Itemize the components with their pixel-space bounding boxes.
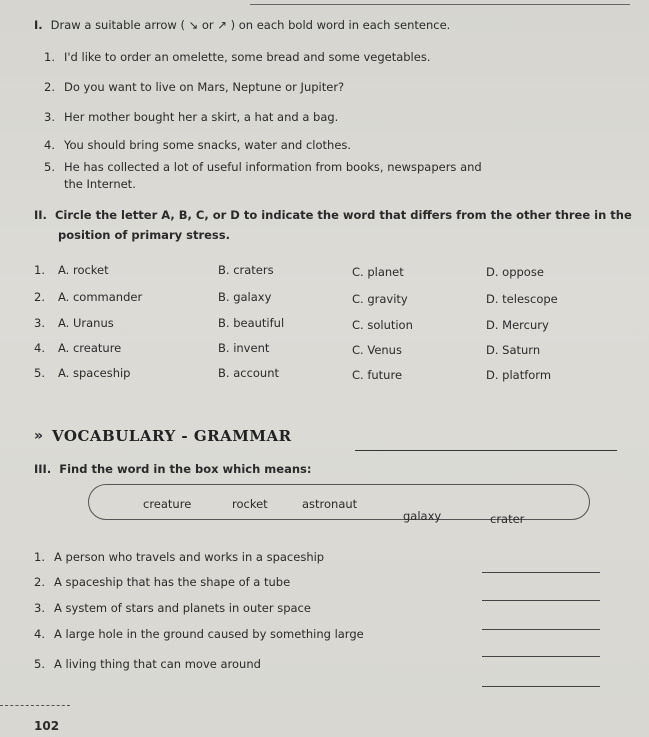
answer-line-2[interactable]	[482, 600, 600, 601]
s1-item-number: 4.	[44, 138, 55, 152]
s1-item-text: He has collected a lot of useful information from books, newspapers and	[64, 160, 482, 174]
s1-item-5	[44, 160, 482, 174]
s2-q1-option-b[interactable]: B. craters	[218, 263, 274, 277]
s3-item-text: A person who travels and works in a spaceship	[54, 550, 325, 564]
box-word-galaxy: galaxy	[403, 509, 442, 523]
box-word-astronaut: astronaut	[302, 497, 358, 511]
section2-numeral: II.	[34, 208, 47, 222]
s1-item-text: You should bring some snacks, water and clothes.	[64, 138, 352, 152]
answer-line-3[interactable]	[482, 629, 600, 630]
box-word-rocket: rocket	[232, 497, 268, 511]
box-word-creature: creature	[143, 497, 192, 511]
s2-q5-option-c[interactable]: C. future	[352, 368, 403, 382]
page-number: 102	[34, 719, 60, 733]
s2-q4-option-d[interactable]: D. Saturn	[486, 343, 541, 357]
s1-item-text: I'd like to order an omelette, some bread and some vegetables.	[64, 50, 431, 64]
s2-q4-option-a[interactable]: A. creature	[58, 341, 122, 355]
s2-q1-option-c[interactable]: C. planet	[352, 265, 404, 279]
s1-item-text: Her mother bought her a skirt, a hat and a bag.	[64, 110, 339, 124]
section1-numeral: I.	[34, 18, 43, 32]
box-word-crater: crater	[490, 512, 525, 526]
s2-q5-number: 5.	[34, 366, 45, 380]
s1-item-1	[44, 50, 430, 64]
section2-instruction	[34, 208, 632, 222]
section3-instruction	[34, 462, 311, 476]
vocab-heading: VOCABULARY - GRAMMAR	[52, 427, 292, 445]
s3-item-4	[34, 627, 364, 641]
section3-instruction-text: Find the word in the box which means:	[59, 462, 312, 476]
s2-q2-option-c[interactable]: C. gravity	[352, 292, 408, 306]
s1-item-5-cont: the Internet.	[64, 177, 136, 191]
s3-item-5	[34, 657, 261, 671]
s3-item-number: 4.	[34, 627, 45, 641]
s3-item-text: A spaceship that has the shape of a tube	[54, 575, 291, 589]
s2-q1-option-d[interactable]: D. oppose	[486, 265, 544, 279]
s3-item-number: 3.	[34, 601, 45, 615]
answer-line-1[interactable]	[482, 572, 600, 573]
s2-q3-option-c[interactable]: C. solution	[352, 318, 413, 332]
s2-q3-option-d[interactable]: D. Mercury	[486, 318, 549, 332]
s2-q3-option-b[interactable]: B. beautiful	[218, 316, 285, 330]
s1-item-3	[44, 110, 338, 124]
s1-item-number: 1.	[44, 50, 55, 64]
s1-item-2	[44, 80, 344, 94]
s2-q1-number: 1.	[34, 263, 45, 277]
s1-item-number: 3.	[44, 110, 55, 124]
s3-item-3	[34, 601, 311, 615]
double-chevron-icon: »	[34, 428, 44, 444]
s2-q3-option-a[interactable]: A. Uranus	[58, 316, 114, 330]
s2-q4-number: 4.	[34, 341, 45, 355]
vocab-rule	[355, 450, 617, 451]
s2-q5-option-d[interactable]: D. platform	[486, 368, 552, 382]
header-rule	[250, 4, 630, 5]
s2-q4-option-b[interactable]: B. invent	[218, 341, 270, 355]
s1-item-number: 2.	[44, 80, 55, 94]
s2-q5-option-a[interactable]: A. spaceship	[58, 366, 131, 380]
s2-q1-option-a[interactable]: A. rocket	[58, 263, 109, 277]
s3-item-text: A large hole in the ground caused by something large	[54, 627, 364, 641]
section3-numeral: III.	[34, 462, 52, 476]
s2-q5-option-b[interactable]: B. account	[218, 366, 280, 380]
s2-q4-option-c[interactable]: C. Venus	[352, 343, 402, 357]
section1-instruction	[34, 18, 450, 32]
s3-item-2	[34, 575, 290, 589]
s3-item-number: 5.	[34, 657, 45, 671]
answer-line-5[interactable]	[482, 686, 600, 687]
section2-instruction-cont: position of primary stress.	[58, 228, 230, 242]
s2-q2-option-a[interactable]: A. commander	[58, 290, 143, 304]
s3-item-number: 1.	[34, 550, 45, 564]
s1-item-text: Do you want to live on Mars, Neptune or Jupiter?	[64, 80, 345, 94]
section1-instruction-text: Draw a suitable arrow ( ↘ or ↗ ) on each bold word in each sentence.	[50, 18, 451, 32]
s3-item-1	[34, 550, 324, 564]
s2-q2-number: 2.	[34, 290, 45, 304]
s1-item-4	[44, 138, 351, 152]
s3-item-number: 2.	[34, 575, 45, 589]
s1-item-number: 5.	[44, 160, 55, 174]
answer-line-4[interactable]	[482, 656, 600, 657]
page-corner-rule	[0, 705, 70, 707]
s2-q3-number: 3.	[34, 316, 45, 330]
s3-item-text: A living thing that can move around	[54, 657, 261, 671]
s2-q2-option-d[interactable]: D. telescope	[486, 292, 558, 306]
s2-q2-option-b[interactable]: B. galaxy	[218, 290, 272, 304]
section2-instruction-text: Circle the letter A, B, C, or D to indicate the word that differs from the other three in the	[54, 208, 632, 222]
s3-item-text: A system of stars and planets in outer space	[54, 601, 311, 615]
